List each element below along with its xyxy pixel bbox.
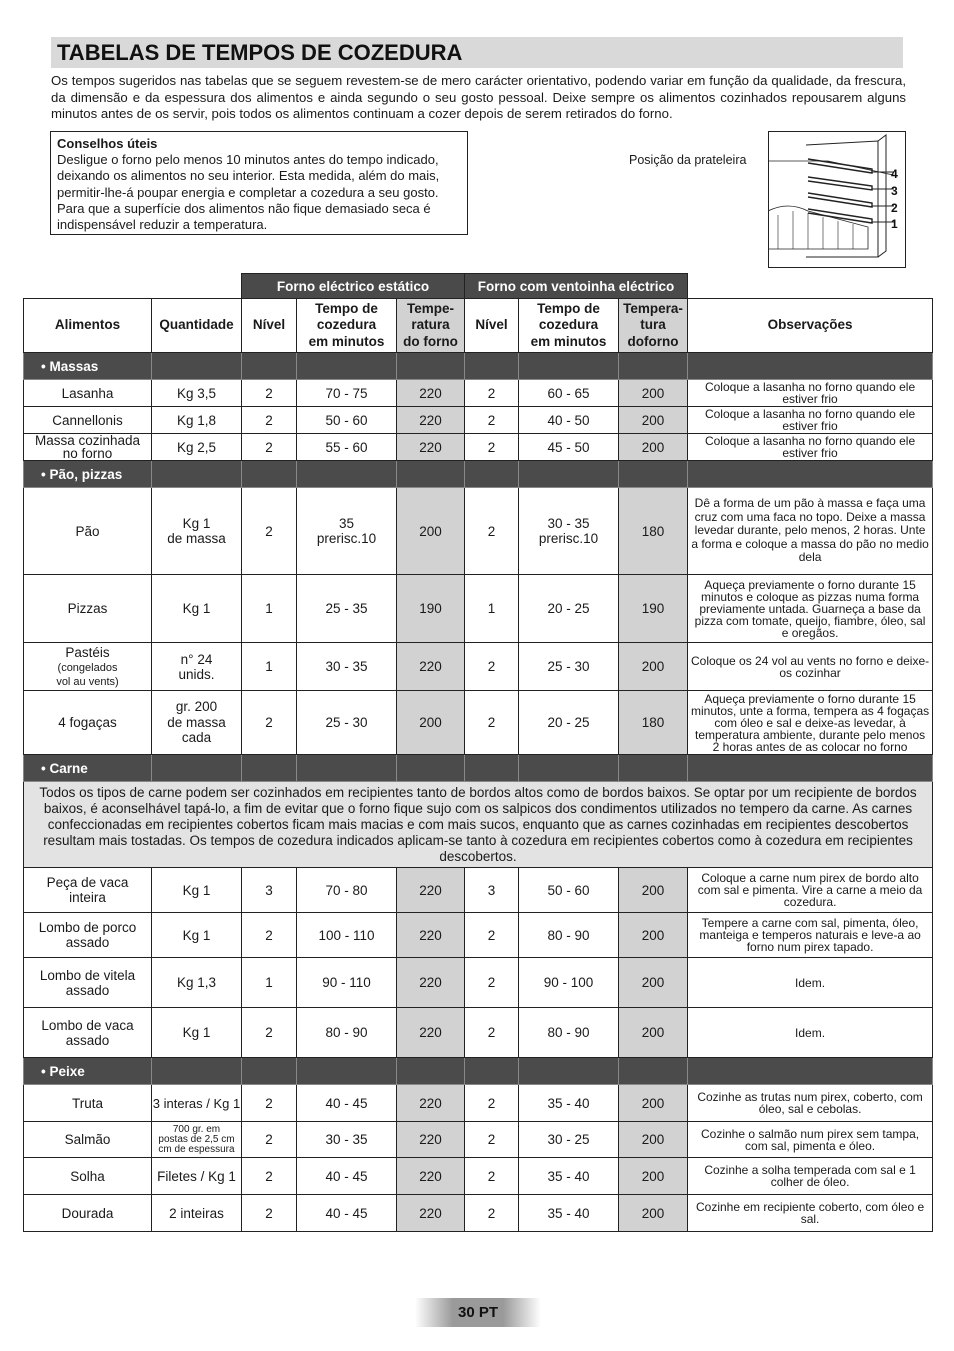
table-cell: 2 [242, 407, 297, 434]
col-food: Alimentos [24, 299, 152, 353]
shelf-level-4: 4 [891, 167, 898, 181]
table-cell [152, 353, 242, 380]
table-row [24, 380, 933, 407]
table-row [24, 434, 933, 461]
table-cell [24, 958, 152, 1008]
table-cell: Lasanha [24, 380, 152, 407]
table-cell: 200 [619, 868, 688, 913]
table-cell: 30 - 35 [297, 643, 397, 691]
table-cell [24, 274, 152, 299]
cell-text-line: em minutos [308, 333, 385, 349]
table-cell [688, 755, 933, 782]
cell-text-line: inteira [69, 890, 106, 905]
section-label: • Pão, pizzas [24, 461, 152, 488]
table-cell: Solha [24, 1158, 152, 1195]
table-cell: 3 interas / Kg 1 [152, 1085, 242, 1122]
cell-text-line: do forno [403, 333, 458, 349]
oven-shelf-diagram [768, 131, 906, 268]
table-cell: 2 [465, 913, 519, 958]
table-cell: 190 [619, 575, 688, 643]
table-cell: 35 - 40 [519, 1158, 619, 1195]
cell-text-line: Lombo de porco [38, 920, 137, 935]
cell-text-line: prerisc.10 [538, 531, 599, 546]
table-cell [152, 1122, 242, 1158]
table-row [24, 407, 933, 434]
table-cell: 35 - 40 [519, 1195, 619, 1232]
table-cell: 80 - 90 [297, 1008, 397, 1058]
table-cell [152, 488, 242, 575]
table-cell: Coloque os 24 vol au vents no forno e deixe-os cozinhar [688, 643, 933, 691]
table-cell: Kg 1,3 [152, 958, 242, 1008]
column-header-row [24, 299, 933, 353]
section-peixe [24, 1058, 933, 1085]
table-row [24, 1158, 933, 1195]
table-cell: 2 [242, 691, 297, 755]
cell-text-line: Pastéis [65, 644, 110, 660]
table-cell: 40 - 45 [297, 1158, 397, 1195]
shelf-position-label: Posição da prateleira [629, 153, 747, 167]
table-cell [619, 461, 688, 488]
col-observations: Observações [688, 299, 933, 353]
table-cell: 2 [465, 1122, 519, 1158]
table-cell: 2 [242, 1008, 297, 1058]
table-cell: Tempere a carne com sal, pimenta, óleo, manteiga e temperos naturais e leve-a ao forno num pirex tapado. [688, 913, 933, 958]
table-cell: 1 [242, 575, 297, 643]
table-cell: 220 [397, 407, 465, 434]
col-level: Nível [242, 299, 297, 353]
table-cell: 2 [465, 434, 519, 461]
table-cell: 200 [397, 691, 465, 755]
table-cell: 30 - 35 [297, 1122, 397, 1158]
static-oven-header: Forno eléctrico estático [242, 274, 465, 299]
table-row [24, 958, 933, 1008]
meat-note-row [24, 782, 933, 868]
table-cell: 220 [397, 1122, 465, 1158]
table-cell: 200 [619, 434, 688, 461]
table-row [24, 643, 933, 691]
table-cell: Idem. [688, 958, 933, 1008]
table-cell [242, 353, 297, 380]
table-cell: Aqueça previamente o forno durante 15 minutos e coloque as pizzas numa forma previamente untada. Guarneça a base da pizza com tomate, queijo, fiambre, óleo, sal e oregãos. [688, 575, 933, 643]
table-cell [152, 461, 242, 488]
table-cell: 180 [619, 488, 688, 575]
cell-text-line: cm de espessura [158, 1143, 235, 1155]
table-cell: Cozinhe a solha temperada com sal e 1 colher de óleo. [688, 1158, 933, 1195]
cell-text-line: Massa cozinhada [34, 433, 141, 448]
table-cell: 90 - 100 [519, 958, 619, 1008]
table-cell [619, 1058, 688, 1085]
table-cell: 2 [465, 1195, 519, 1232]
table-cell: 25 - 30 [519, 643, 619, 691]
table-cell: 80 - 90 [519, 913, 619, 958]
table-cell: 2 [242, 1085, 297, 1122]
table-cell: 200 [619, 1122, 688, 1158]
table-cell: 220 [397, 958, 465, 1008]
table-cell: 40 - 50 [519, 407, 619, 434]
table-cell: 20 - 25 [519, 575, 619, 643]
table-cell [152, 1058, 242, 1085]
cell-text-line: Tempo de [315, 300, 378, 316]
table-cell [297, 488, 397, 575]
cooking-times-table [23, 273, 933, 1232]
table-cell: 2 [242, 488, 297, 575]
section-label: • Massas [24, 353, 152, 380]
cell-text-line: cozedura [538, 317, 599, 333]
table-cell: 45 - 50 [519, 434, 619, 461]
table-cell: 200 [619, 1008, 688, 1058]
table-cell: Coloque a carne num pirex de bordo alto com sal e pimenta. Vire a carne a meio da cozedura. [688, 868, 933, 913]
cell-text-line: Lombo de vitela [39, 967, 136, 983]
table-cell [242, 461, 297, 488]
section-label: • Peixe [24, 1058, 152, 1085]
cell-text-line: Tempo de [537, 300, 600, 316]
table-row [24, 1008, 933, 1058]
cell-text-line: Kg 1 [182, 516, 211, 531]
cell-text-line: 35 [338, 516, 355, 531]
table-cell: 200 [619, 958, 688, 1008]
table-cell: Coloque a lasanha no forno quando ele estiver frio [688, 407, 933, 434]
table-cell: Pão [24, 488, 152, 575]
table-cell [688, 1058, 933, 1085]
table-cell: Pizzas [24, 575, 152, 643]
table-cell: Kg 2,5 [152, 434, 242, 461]
cell-text-line: vol au vents) [56, 675, 119, 688]
table-cell: 2 [242, 1158, 297, 1195]
table-cell [397, 353, 465, 380]
table-cell [24, 434, 152, 461]
table-cell [397, 461, 465, 488]
cell-text-line: cada [181, 730, 212, 746]
table-cell: 220 [397, 434, 465, 461]
tips-text: Desligue o forno pelo menos 10 minutos antes do tempo indicado, deixando os alimentos no seu interior. Esta medida, além do mais, permitir-lhe-á poupar energia e completar a cozedura a seu gosto. Para que a superfície dos alimentos não fique demasiado seca é indispensável reduzir a temperatura. [57, 152, 440, 233]
table-cell [619, 755, 688, 782]
col-time [297, 299, 397, 353]
cell-text-line: unids. [178, 666, 215, 682]
table-cell: 220 [397, 380, 465, 407]
table-cell: Kg 1 [152, 868, 242, 913]
table-cell: 30 - 25 [519, 1122, 619, 1158]
table-cell: 2 [465, 380, 519, 407]
table-cell: 200 [619, 1158, 688, 1195]
table-row [24, 1122, 933, 1158]
table-cell: Filetes / Kg 1 [152, 1158, 242, 1195]
page-title-bar [51, 37, 903, 68]
table-cell: Aqueça previamente o forno durante 15 minutos, unte a forma, tempera as 4 fogaças com óleo e sal e deixe-as levedar, à temperatura ambiente, durante pelo menos 2 horas antes de as colocar no forno [688, 691, 933, 755]
table-cell: 2 [242, 913, 297, 958]
table-cell [519, 755, 619, 782]
table-cell: 200 [397, 488, 465, 575]
table-cell: 20 - 25 [519, 691, 619, 755]
table-cell: Salmão [24, 1122, 152, 1158]
tips-box [50, 131, 468, 235]
table-cell: Kg 1 [152, 575, 242, 643]
table-cell: 200 [619, 643, 688, 691]
table-cell: 180 [619, 691, 688, 755]
cell-text-line: 700 gr. em [172, 1123, 221, 1135]
table-cell: 220 [397, 1008, 465, 1058]
table-cell [688, 353, 933, 380]
section-carne [24, 755, 933, 782]
table-cell: Kg 1,8 [152, 407, 242, 434]
table-cell: 100 - 110 [297, 913, 397, 958]
cell-text-line: Peça de vaca [46, 875, 129, 890]
table-cell: 220 [397, 868, 465, 913]
table-cell [152, 691, 242, 755]
table-cell: 200 [619, 913, 688, 958]
page-number-badge [415, 1298, 541, 1327]
table-cell: 40 - 45 [297, 1195, 397, 1232]
table-cell [465, 353, 519, 380]
col-time2 [519, 299, 619, 353]
section-pao-pizzas [24, 461, 933, 488]
table-cell: 220 [397, 643, 465, 691]
table-row [24, 691, 933, 755]
shelf-level-3: 3 [891, 184, 898, 198]
table-cell [619, 353, 688, 380]
table-cell: 35 - 40 [519, 1085, 619, 1122]
table-cell: 2 [465, 643, 519, 691]
shelf-level-1: 1 [891, 217, 898, 231]
table-cell: 200 [619, 1085, 688, 1122]
table-cell: Truta [24, 1085, 152, 1122]
cell-text-line: ratura [411, 317, 450, 333]
table-cell: 1 [465, 575, 519, 643]
table-cell [519, 488, 619, 575]
cell-text-line: 30 - 35 [547, 516, 590, 531]
cell-text-line: Tempera- [623, 300, 683, 316]
table-cell: 200 [619, 407, 688, 434]
table-cell [297, 353, 397, 380]
table-cell: Dourada [24, 1195, 152, 1232]
fan-oven-header: Forno com ventoinha eléctrico [465, 274, 688, 299]
cell-text-line: assado [65, 935, 110, 950]
table-cell: 220 [397, 1195, 465, 1232]
cell-text-line: em minutos [530, 333, 607, 349]
table-cell: 220 [397, 1158, 465, 1195]
table-cell: 3 [242, 868, 297, 913]
table-cell: Cozinhe em recipiente coberto, com óleo e sal. [688, 1195, 933, 1232]
table-cell: 70 - 80 [297, 868, 397, 913]
cell-text-line: n° 24 [180, 651, 213, 667]
tips-heading: Conselhos úteis [57, 136, 158, 151]
table-cell: 2 [242, 434, 297, 461]
table-cell [24, 1008, 152, 1058]
table-cell: 60 - 65 [519, 380, 619, 407]
table-cell: 4 fogaças [24, 691, 152, 755]
table-cell [397, 1058, 465, 1085]
table-cell: 2 [465, 958, 519, 1008]
cell-text-line: assado [65, 1032, 110, 1048]
table-cell [688, 274, 933, 299]
table-cell: Coloque a lasanha no forno quando ele estiver frio [688, 434, 933, 461]
col-temp [397, 299, 465, 353]
table-cell: 40 - 45 [297, 1085, 397, 1122]
cell-text-line: (congelados [57, 661, 118, 674]
cell-text-line: postas de 2,5 cm [158, 1133, 235, 1145]
page-number: 30 PT [457, 1304, 499, 1321]
cell-text-line: de massa [167, 531, 226, 546]
table-cell: Kg 3,5 [152, 380, 242, 407]
table-cell: Kg 1 [152, 913, 242, 958]
table-cell: 2 [465, 691, 519, 755]
table-cell: 2 [242, 380, 297, 407]
table-cell: 50 - 60 [297, 407, 397, 434]
table-cell: 90 - 110 [297, 958, 397, 1008]
table-cell: 3 [465, 868, 519, 913]
table-cell [465, 461, 519, 488]
cell-text-line: de massa [167, 714, 226, 730]
page-title: TABELAS DE TEMPOS DE COZEDURA [57, 40, 463, 65]
table-cell: 25 - 35 [297, 575, 397, 643]
cell-text-line: Tempe- [407, 300, 455, 316]
table-cell: 2 [465, 407, 519, 434]
table-cell: 220 [397, 913, 465, 958]
cell-text-line: cozedura [316, 317, 377, 333]
table-cell [152, 274, 242, 299]
table-cell: 1 [242, 958, 297, 1008]
table-cell: Idem. [688, 1008, 933, 1058]
cell-text-line: doforno [627, 333, 679, 349]
table-cell: 2 [242, 1122, 297, 1158]
table-cell [242, 755, 297, 782]
table-row [24, 575, 933, 643]
table-cell [297, 1058, 397, 1085]
table-row [24, 868, 933, 913]
table-cell: 2 [465, 1158, 519, 1195]
table-cell [688, 461, 933, 488]
table-cell: 2 [465, 1085, 519, 1122]
table-cell: Cozinhe o salmão num pirex sem tampa, com sal, pimenta e óleo. [688, 1122, 933, 1158]
table-cell [152, 755, 242, 782]
shelf-level-2: 2 [891, 201, 898, 215]
table-row [24, 1085, 933, 1122]
table-cell [297, 755, 397, 782]
table-cell: Cannellonis [24, 407, 152, 434]
table-cell [519, 1058, 619, 1085]
section-massas [24, 353, 933, 380]
table-cell: 190 [397, 575, 465, 643]
col-level2: Nível [465, 299, 519, 353]
table-cell [519, 461, 619, 488]
table-cell [242, 1058, 297, 1085]
table-cell [519, 353, 619, 380]
cell-text-line: no forno [62, 446, 113, 461]
table-cell [397, 755, 465, 782]
table-cell: 80 - 90 [519, 1008, 619, 1058]
cell-text-line: prerisc.10 [316, 531, 377, 546]
meat-note: Todos os tipos de carne podem ser cozinhados em recipientes tanto de bordos altos como de bordos baixos. Se optar por um recipiente de bordos baixos, é aconselhável tapá-lo, a fim de evitar que o forno fique sujo com os salpicos dos condimentos utilizados no tempero da carne. As carnes confeccionadas em recipientes cobertos ficam mais macias e com mais sucos, enquanto que as carnes cozinhadas em recipientes descobertos resultam mais tostadas. Os tempos de cozedura indicados aplicam-se tanto à cozedura em recipientes cobertos como à cozedura em recipientes descobertos. [24, 782, 933, 868]
table-cell: Kg 1 [152, 1008, 242, 1058]
table-cell: 200 [619, 1195, 688, 1232]
section-label: • Carne [24, 755, 152, 782]
table-cell: 2 [465, 488, 519, 575]
table-cell [465, 755, 519, 782]
table-row [24, 1195, 933, 1232]
table-cell [297, 461, 397, 488]
table-cell: 2 [242, 1195, 297, 1232]
table-cell [152, 643, 242, 691]
table-cell: 220 [397, 1085, 465, 1122]
table-cell: 50 - 60 [519, 868, 619, 913]
table-cell: 55 - 60 [297, 434, 397, 461]
table-cell [24, 868, 152, 913]
table-cell: Coloque a lasanha no forno quando ele estiver frio [688, 380, 933, 407]
table-cell [24, 913, 152, 958]
cell-text-line: Lombo de vaca [41, 1017, 134, 1033]
table-cell: 70 - 75 [297, 380, 397, 407]
table-cell [465, 1058, 519, 1085]
col-temp2 [619, 299, 688, 353]
table-cell: 2 [465, 1008, 519, 1058]
table-row [24, 913, 933, 958]
group-header-row [24, 274, 933, 299]
cell-text-line: gr. 200 [175, 699, 218, 715]
table-cell: 25 - 30 [297, 691, 397, 755]
col-quantity: Quantidade [152, 299, 242, 353]
cell-text-line: tura [640, 317, 666, 333]
table-cell: 1 [242, 643, 297, 691]
table-cell: 200 [619, 380, 688, 407]
table-row [24, 488, 933, 575]
cell-text-line: assado [65, 982, 110, 998]
table-cell [24, 643, 152, 691]
table-cell: 2 inteiras [152, 1195, 242, 1232]
table-cell: Dê a forma de um pão à massa e faça uma cruz com uma faca no topo. Deixe a massa levedar durante, pelo menos, 2 horas. Unte a forma e coloque a massa do pão no medio dela [688, 488, 933, 575]
table-cell: Cozinhe as trutas num pirex, coberto, com óleo, sal e cebolas. [688, 1085, 933, 1122]
intro-paragraph: Os tempos sugeridos nas tabelas que se seguem revestem-se de mero carácter orientativo, podendo variar em função da qualidade, da frescura, da dimensão e da espessura dos alimentos e ainda segundo o seu gosto pessoal. Deixe sempre os alimentos cozinhados repousarem alguns minutos antes de os servir, pois todos os alimentos continuam a cozer depois de serem retirados do forno. [51, 73, 906, 121]
